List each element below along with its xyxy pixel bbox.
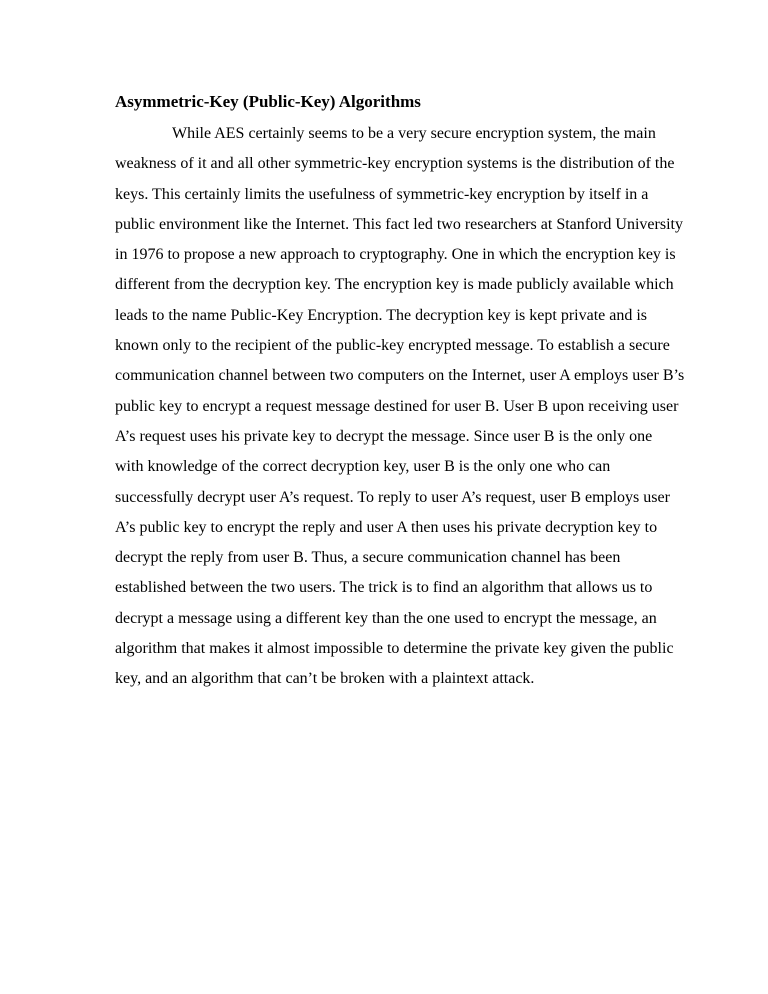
- paragraph-line: successfully decrypt user A’s request. To reply to user A’s request, user B employs user: [115, 488, 670, 506]
- paragraph-line: key, and an algorithm that can’t be broken with a plaintext attack.: [115, 670, 535, 688]
- paragraph-line: weakness of it and all other symmetric-key encryption systems is the distribution of the: [115, 155, 675, 173]
- paragraph-line: established between the two users. The trick is to find an algorithm that allows us to: [115, 579, 653, 597]
- paragraph-line: keys. This certainly limits the usefulness of symmetric-key encryption by itself in a: [115, 185, 649, 203]
- paragraph-line: in 1976 to propose a new approach to cryptography. One in which the encryption key is: [115, 246, 676, 264]
- paragraph-line: A’s request uses his private key to decrypt the message. Since user B is the only one: [115, 427, 653, 445]
- paragraph-line: While AES certainly seems to be a very secure encryption system, the main: [172, 125, 656, 142]
- paragraph-line: with knowledge of the correct decryption key, user B is the only one who can: [115, 458, 611, 476]
- paragraph-line: public environment like the Internet. This fact led two researchers at Stanford University: [115, 215, 683, 233]
- paragraph-line: different from the decryption key. The encryption key is made publicly available which: [115, 276, 674, 294]
- section-heading: Asymmetric-Key (Public-Key) Algorithms: [115, 92, 421, 111]
- body-paragraph: [115, 119, 685, 695]
- paragraph-line: A’s public key to encrypt the reply and user A then uses his private decryption key to: [115, 518, 658, 536]
- paragraph-line: communication channel between two computers on the Internet, user A employs user B’s: [115, 367, 685, 385]
- paragraph-line: algorithm that makes it almost impossible to determine the private key given the public: [115, 640, 674, 658]
- paragraph-line: known only to the recipient of the public-key encrypted message. To establish a secure: [115, 337, 670, 355]
- paragraph-line: public key to encrypt a request message destined for user B. User B upon receiving user: [115, 397, 679, 415]
- paragraph-line: leads to the name Public-Key Encryption. The decryption key is kept private and is: [115, 306, 648, 324]
- paragraph-line: decrypt a message using a different key than the one used to encrypt the message, an: [115, 609, 657, 627]
- paragraph-line: decrypt the reply from user B. Thus, a secure communication channel has been: [115, 549, 621, 567]
